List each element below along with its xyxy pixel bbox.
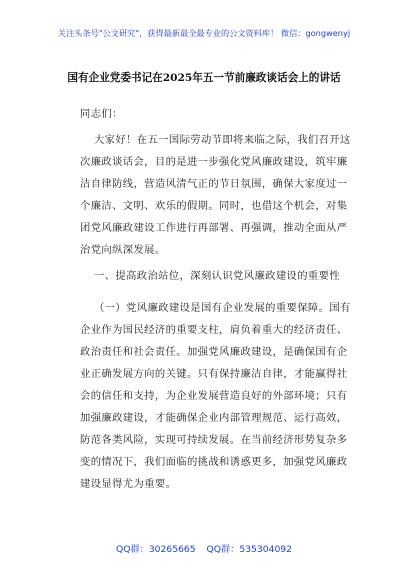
qq-group-1: QQ群：30265665 [116, 544, 196, 555]
para2-line: 变的情况下，我们面临的挑战和诱惑更多，加强党风廉政 [80, 456, 348, 468]
section-heading: 一、提高政治站位，深刻认识党风廉政建设的重要性 [94, 270, 341, 282]
para2-line: 企业作为国民经济的重要支柱，肩负着重大的经济责任、 [80, 324, 348, 336]
header-banner: 关注头条号"公文研究"，获得最新最全最专业的公文资料库！ 微信：gongwenyj [57, 28, 351, 38]
para1-line: 洁自律防线，营造风清气正的节日氛围，确保大家度过一 [80, 178, 348, 190]
document-title: 国有企业党委书记在2025年五一节前廉政谈话会上的讲话 [67, 72, 341, 84]
para1-line: 个廉洁、文明、欢乐的假期。同时，也借这个机会，对集 [80, 200, 348, 212]
para1-line: 大家好！在五一国际劳动节即将来临之际，我们召开这 [94, 134, 351, 146]
para2-line: 防范各类风险，实现可持续发展。在当前经济形势复杂多 [80, 434, 348, 446]
para1-line: 治党向纵深发展。 [80, 244, 166, 256]
qq-group-2: QQ群：535304092 [206, 544, 292, 555]
footer-contacts [0, 541, 408, 555]
para2-line: 业正确发展方向的关键。只有保持廉洁自律，才能赢得社 [80, 368, 348, 380]
para2-line: 加强廉政建设，才能确保企业内部管理规范、运行高效， [80, 412, 348, 424]
para1-line: 次廉政谈话会，目的是进一步强化党风廉政建设，筑牢廉 [80, 156, 348, 168]
para1-line: 团党风廉政建设工作进行再部署、再强调，推动全面从严 [80, 222, 348, 234]
para2-line: （一）党风廉政建设是国有企业发展的重要保障。国有 [94, 302, 351, 314]
para2-line: 政治责任和社会责任。加强党风廉政建设，是确保国有企 [80, 346, 348, 358]
para2-line: 建设显得尤为重要。 [80, 478, 177, 490]
greeting: 同志们： [80, 108, 123, 120]
para2-line: 会的信任和支持，为企业发展营造良好的外部环境；只有 [80, 390, 348, 402]
